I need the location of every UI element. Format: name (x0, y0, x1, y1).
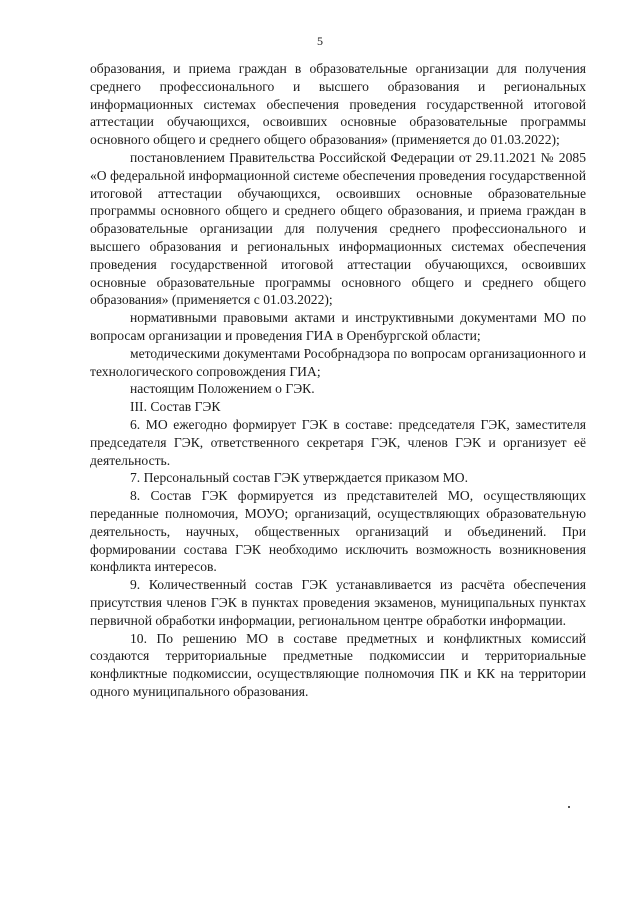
section-heading: III. Состав ГЭК (130, 399, 221, 415)
paragraph: образования, и приема граждан в образовательные организации для получения среднего профессионального и высшего образования и региональных информационных системах обеспечения проведения государственной итоговой аттестации обучающихся, освоивших основные образовательные программы основного общего и среднего общего образования» (применяется до 01.03.2022); (90, 61, 586, 148)
paragraph: нормативными правовыми актами и инструктивными документами МО по вопросам организации и проведения ГИА в Оренбургской области; (90, 310, 586, 343)
document-body (90, 60, 586, 701)
paragraphs-after (90, 416, 586, 701)
page-number: 5 (317, 34, 323, 48)
paragraph: 10. По решению МО в составе предметных и конфликтных комиссий создаются территориальные предметные подкомиссии и территориальные конфликтные подкомиссии, осуществляющие полномочия ПК и КК на территории одного муниципального образования. (90, 630, 586, 699)
paragraph: настоящим Положением о ГЭК. (130, 381, 315, 397)
paragraph: постановлением Правительства Российской Федерации от 29.11.2021 № 2085 «О федеральной информационной системе обеспечения проведения государственной итоговой аттестации обучающихся, освоивших основные образовательные программы основного общего и среднего общего образования, и приема граждан в образовательные организации для получения среднего профессионального и высшего образования и региональных информационных системах обеспечения проведения государственной итоговой аттестации обучающихся, освоивших основные образовательные программы основного общего и среднего общего образования» (применяется с 01.03.2022); (90, 149, 586, 308)
paragraphs-before (90, 60, 586, 398)
paragraph: 6. МО ежегодно формирует ГЭК в составе: председателя ГЭК, заместителя председателя ГЭК, ответственного секретаря ГЭК, членов ГЭК и организует её деятельность. (90, 416, 586, 468)
paragraph: 9. Количественный состав ГЭК устанавливается из расчёта обеспечения присутствия членов ГЭК в пунктах проведения экзаменов, муниципальных пунктах первичной обработки информации, региональном центре обработки информации. (90, 577, 586, 628)
paragraph: 7. Персональный состав ГЭК утверждается приказом МО. (130, 470, 469, 486)
scan-speck (568, 806, 570, 808)
paragraph: 8. Состав ГЭК формируется из представителей МО, осуществляющих переданные полномочия, МОУО; организаций, осуществляющих образовательную деятельность, научных, общественных организаций и объединений. При формировании состава ГЭК необходимо исключить возможность возникновения конфликта интересов. (90, 488, 586, 575)
paragraph: методическими документами Рособрнадзора по вопросам организационного и технологического сопровождения ГИА; (90, 345, 586, 379)
